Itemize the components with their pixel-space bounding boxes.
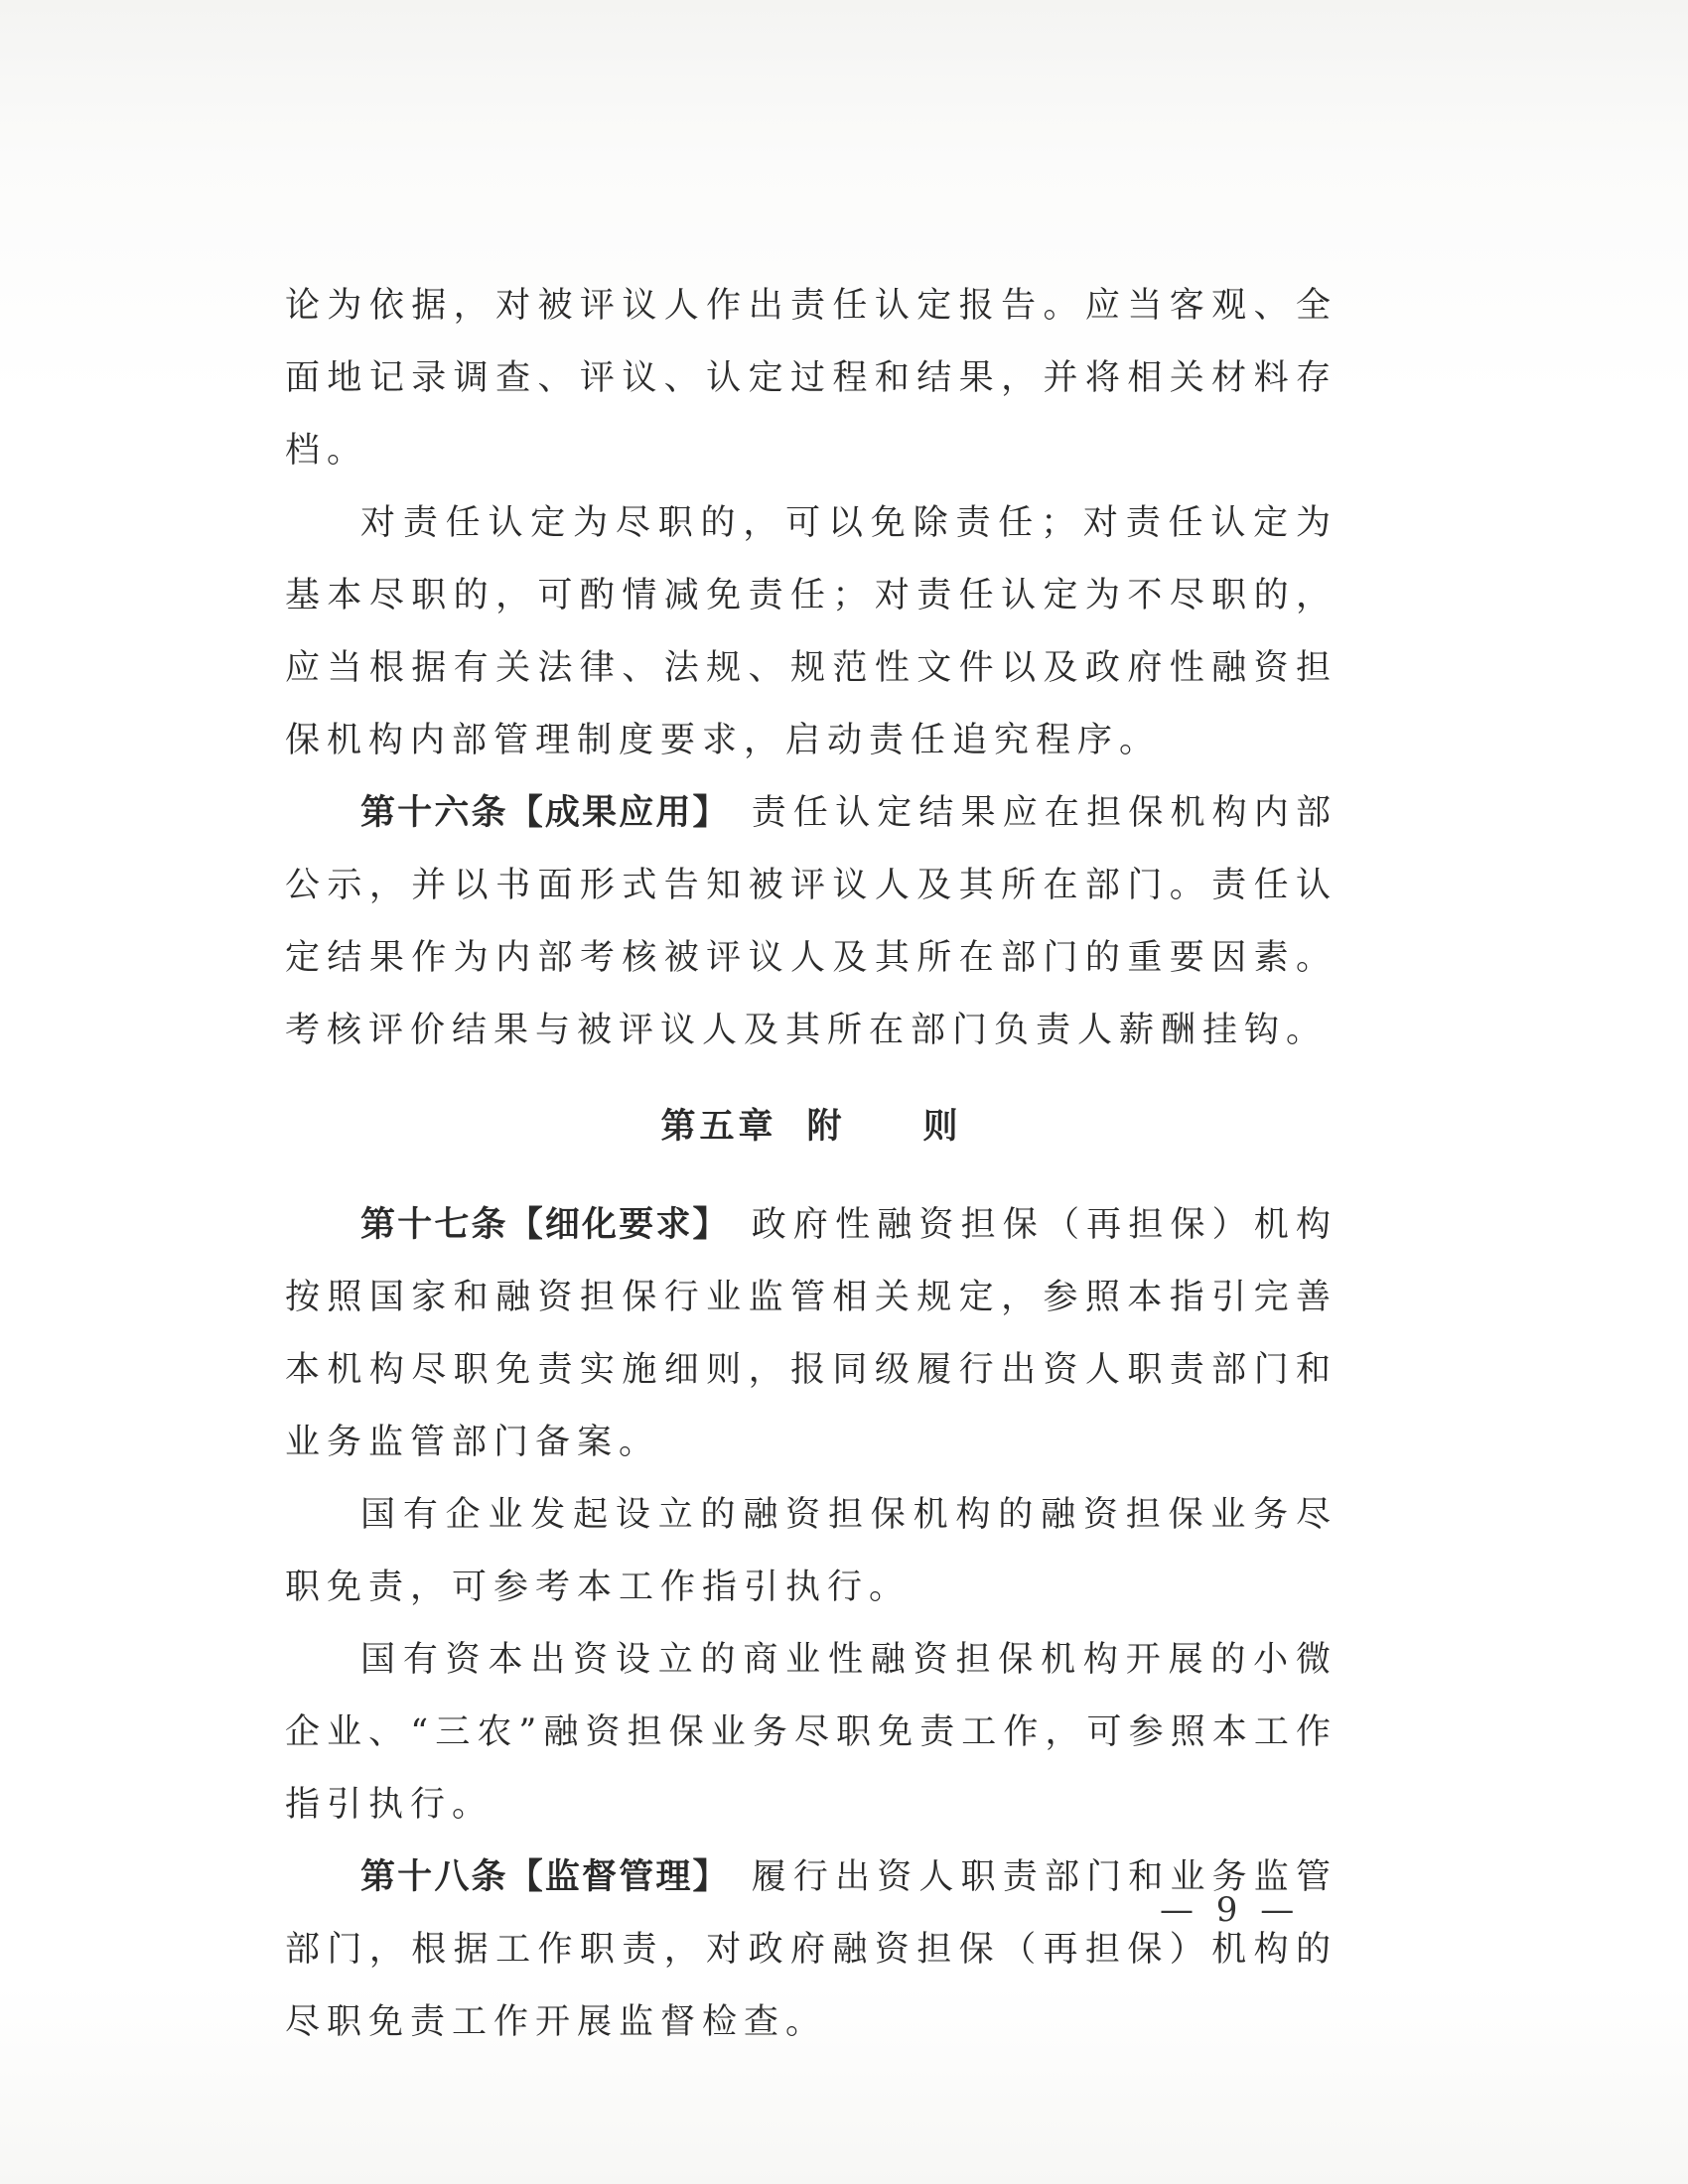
document-body [285, 270, 1337, 2059]
continuation-paragraph: 论为依据，对被评议人作出责任认定报告。应当客观、全面地记录调查、评议、认定过程和结果，并将相关材料存档。 [285, 286, 1337, 471]
article-18 [285, 1842, 1337, 2059]
article-16 [285, 777, 1337, 1067]
article-17 [285, 1189, 1337, 1479]
article-16-text: 责任认定结果应在担保机构内部公示，并以书面形式告知被评议人及其所在部门。责任认定结果作为内部考核被评议人及其所在部门的重要因素。考核评价结果与被评议人及其所在部门负责人薪酬挂钩。 [285, 793, 1337, 1050]
article-18-title: 第十八条【监督管理】 [360, 1857, 730, 1897]
state-owned-paragraph: 国有企业发起设立的融资担保机构的融资担保业务尽职免责，可参考本工作指引执行。 [285, 1495, 1337, 1607]
responsibility-paragraph: 对责任认定为尽职的，可以免除责任；对责任认定为基本尽职的，可酌情减免责任；对责任认定为不尽职的，应当根据有关法律、法规、规范性文件以及政府性融资担保机构内部管理制度要求，启动责任追究程序。 [285, 503, 1337, 760]
article-17-title: 第十七条【细化要求】 [360, 1205, 730, 1245]
chapter-heading [285, 1091, 1337, 1163]
article-18-text: 履行出资人职责部门和业务监管部门，根据工作职责，对政府融资担保（再担保）机构的尽职免责工作开展监督检查。 [285, 1857, 1337, 2042]
state-capital-paragraph: 国有资本出资设立的商业性融资担保机构开展的小微企业、“三农”融资担保业务尽职免责工作，可参照本工作指引执行。 [285, 1640, 1337, 1825]
article-16-title: 第十六条【成果应用】 [360, 793, 730, 833]
chapter-name: 附 则 [806, 1107, 962, 1147]
article-17-text: 政府性融资担保（再担保）机构按照国家和融资担保行业监管相关规定，参照本指引完善本机构尽职免责实施细则，报同级履行出资人职责部门和业务监管部门备案。 [285, 1205, 1337, 1462]
chapter-number: 第五章 [660, 1107, 777, 1147]
page-number: — 9 — [1160, 1890, 1301, 1930]
